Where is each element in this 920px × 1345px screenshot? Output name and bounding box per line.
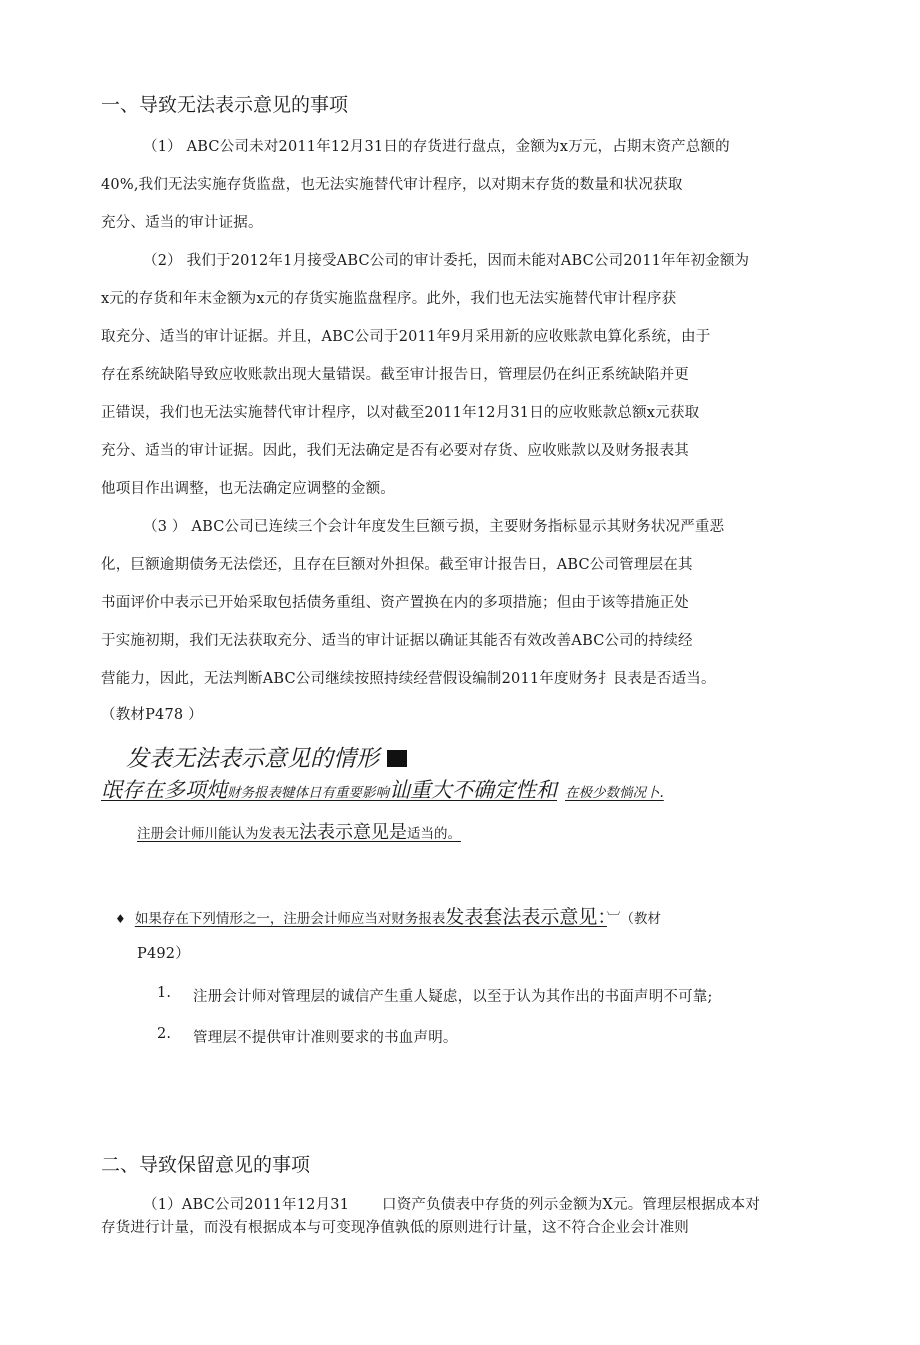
item3-line1: （3 ） ABC公司已连续三个会计年度发生巨额亏损，主要财务指标显示其财务状况严重恶 xyxy=(143,519,725,535)
disclaimer-line2-b: 财务报表犍体日有重要影响 xyxy=(227,785,389,801)
section1-heading: 一、导致无法表示意见的事项 xyxy=(101,94,349,116)
list-item-1-number: 1. xyxy=(157,985,172,1001)
disclaimer-line2-d: 在极少数惝况卜. xyxy=(565,785,664,801)
disclaimer-line2 xyxy=(101,774,664,804)
black-square-icon xyxy=(387,750,407,767)
disclaimer-line2-c: 讪重大不确定性和 xyxy=(389,778,557,802)
bullet-text-c: ︺（教材 xyxy=(606,911,661,927)
disclaimer-title-text: 发表无法表示意见的情形 xyxy=(126,746,379,772)
section2-heading: 二、导致保留意见的事项 xyxy=(101,1154,311,1176)
item2-line1: （2） 我们于2012年1月接受ABC公司的审计委托，因而未能对ABC公司2011年年初金额为 xyxy=(143,253,750,269)
disclaimer-line3-a: 注册会计师川能认为发表无 xyxy=(137,826,299,842)
diamond-bullet-icon: ♦ xyxy=(115,912,126,926)
bullet-text-b: 发表套法表示意见： xyxy=(445,906,607,928)
disclaimer-line3 xyxy=(137,818,461,844)
item2-line3: 取充分、适当的审计证据。并且，ABC公司于2011年9月采用新的应收账款电算化系统，由于 xyxy=(101,329,711,345)
disclaimer-line3-c: 适当的。 xyxy=(407,826,461,842)
item1-line2: 40%,我们无法实施存货监盘，也无法实施替代审计程序，以对期末存货的数量和状况获取 xyxy=(101,177,683,193)
item3-line2: 化，巨额逾期债务无法偿还，且存在巨额对外担保。截至审计报告日，ABC公司管理层在其 xyxy=(101,557,693,573)
bullet-paragraph xyxy=(115,902,661,929)
disclaimer-line3-b: 法表示意见是 xyxy=(299,822,407,843)
list-item-1-text: 注册会计师对管理层的诚信产生重人疑虑，以至于认为其作出的书面声明不可靠; xyxy=(193,989,713,1005)
bullet-underlined xyxy=(135,908,607,927)
section2-line1-b: 口资产负债表中存货的列示金额为X元。管理层根据成本对 xyxy=(382,1197,761,1213)
item2-line7: 他项目作出调整，也无法确定应调整的金额。 xyxy=(101,481,395,497)
bullet-text-d: P492） xyxy=(137,946,190,962)
section2-line1-a: （1）ABC公司2011年12月31 xyxy=(143,1197,350,1213)
bullet-text-a: 如果存在下列情形之一，注册会计师应当对财务报表 xyxy=(134,911,446,927)
item3-line5: 营能力，因此，无法判断ABC公司继续按照持续经营假设编制2011年度财务扌艮表是否适当。 xyxy=(101,671,716,687)
disclaimer-title xyxy=(126,740,407,773)
item3-line3: 书面评价中表示已开始采取包括债务重组、资产置换在内的多项措施；但由于该等措施正处 xyxy=(101,595,689,611)
item3-reference: （教材P478 ） xyxy=(101,707,203,723)
item2-line2: x元的存货和年末金额为x元的存货实施监盘程序。此外，我们也无法实施替代审计程序获 xyxy=(101,291,677,307)
item3-line4: 于实施初期，我们无法获取充分、适当的审计证据以确证其能否有效改善ABC公司的持续经 xyxy=(101,633,693,649)
item2-line6: 充分、适当的审计证据。因此，我们无法确定是否有必要对存货、应收账款以及财务报表其 xyxy=(101,443,689,459)
section2-line2: 存货进行计量，而没有根据成本与可变现净值孰低的原则进行计量，这不符合企业会计准则 xyxy=(101,1220,689,1236)
item2-line4: 存在系统缺陷导致应收账款出现大量错误。截至审计报告日，管理层仍在纠正系统缺陷并更 xyxy=(101,367,689,383)
list-item-2-number: 2. xyxy=(157,1026,172,1042)
disclaimer-line2-a: 氓存在多项炖 xyxy=(101,778,227,802)
item1-line3: 充分、适当的审计证据。 xyxy=(101,215,263,231)
item1-line1: （1） ABC公司未对2011年12月31日的存货进行盘点，金额为x万元，占期末资产总额的 xyxy=(143,139,730,155)
item2-line5: 正错误，我们也无法实施替代审计程序，以对截至2011年12月31日的应收账款总额x元获取 xyxy=(101,405,700,421)
list-item-2-text: 管理层不提供审计准则要求的书血声明。 xyxy=(193,1030,458,1046)
